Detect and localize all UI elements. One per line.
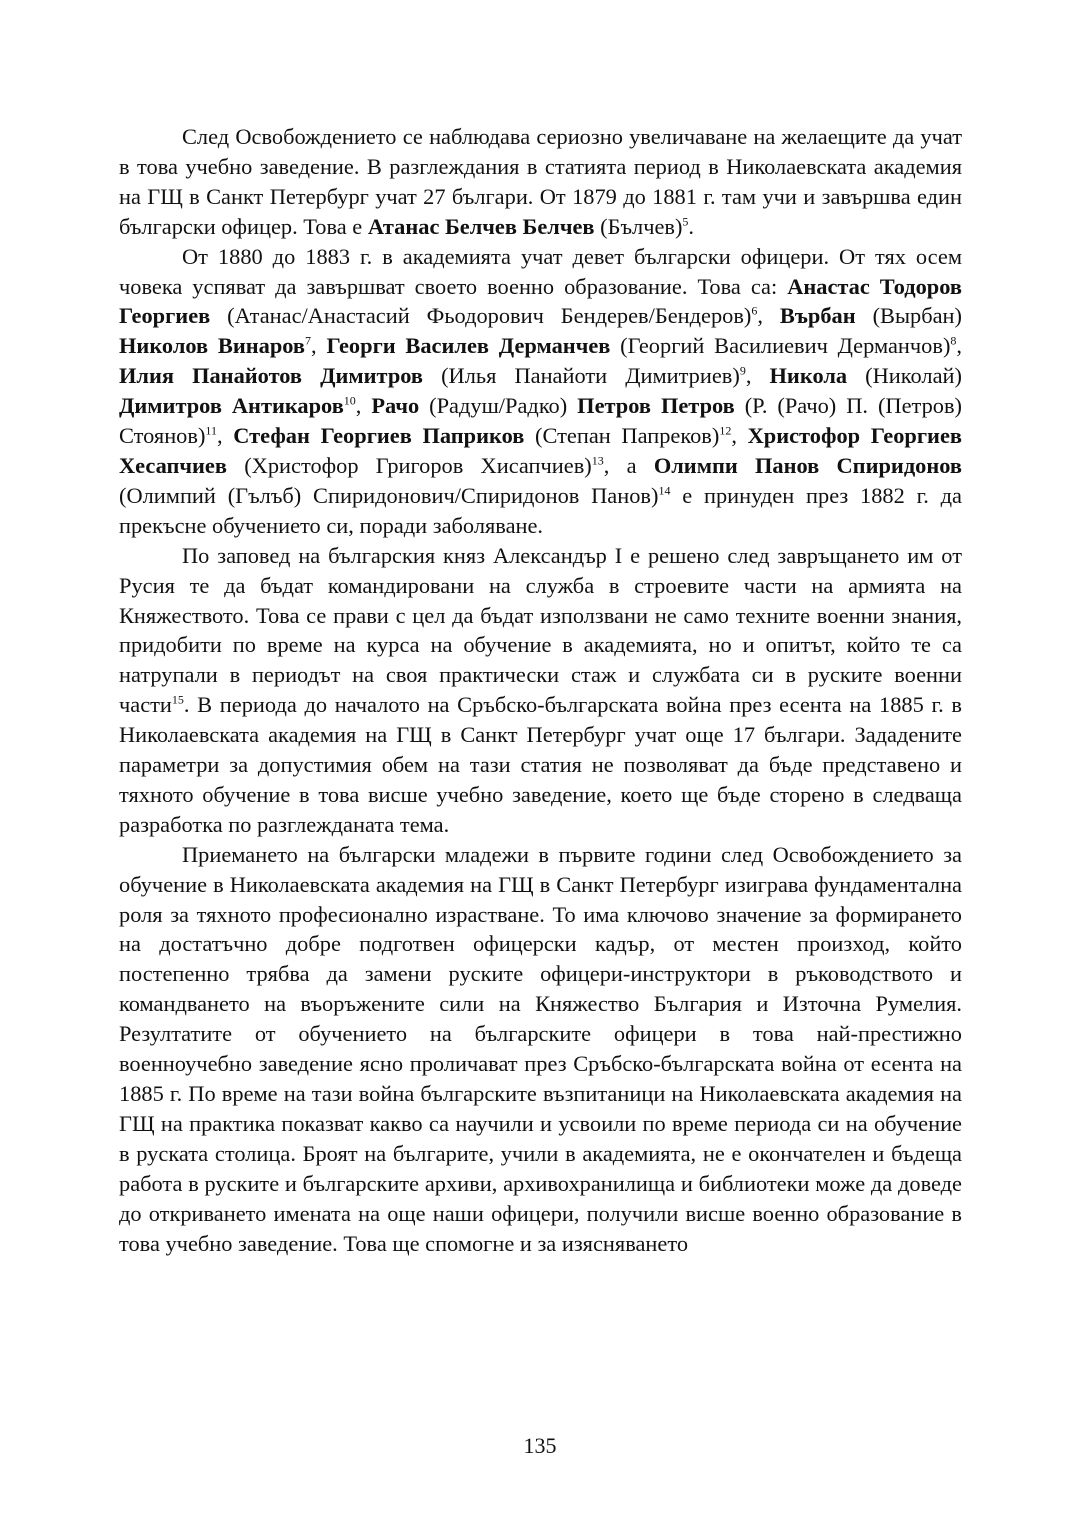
text-run: След Освобождението се наблюдава сериозно увеличаване на желаещите да учат в това учебно заведение. В разглеждания в статията период в Николаевската академия на ГЩ в Санкт Петербург учат 27 българи. От 1879 до 1881 г. там учи и завършва един български офицер. Това е xyxy=(119,124,962,239)
text-run: , xyxy=(757,303,780,329)
document-page xyxy=(119,122,962,1258)
bold-name: Атанас Белчев Белчев xyxy=(367,213,595,239)
bold-name: Николов Винаров xyxy=(119,333,306,359)
text-run: (Атанас/Анастасий Фьодорович Бендерев/Бендеров) xyxy=(210,303,752,329)
footnote-ref: 6 xyxy=(751,303,758,318)
text-run: (Вырбан) xyxy=(855,303,962,329)
bold-name: Рачо xyxy=(371,393,420,419)
text-run: . xyxy=(688,213,695,239)
paragraph-4 xyxy=(119,840,962,1259)
footnote-ref: 12 xyxy=(719,423,732,438)
text-run: , xyxy=(731,423,748,449)
text-run: По заповед на българския княз Александър I е решено след завръщането им от Русия те да бъдат командировани на служба в строевите части на армията на Княжеството. Това се прави с цел да бъдат използвани не само техните военни знания, придобити по време на курса на обучение в академията, но и опитът, който те са натрупали в периодът на своя практически стаж и службата си в руските военни части xyxy=(119,542,962,718)
text-run: е принуден през 1882 г. да прекъсне обучението си, поради заболяване. xyxy=(119,482,962,538)
bold-name: Христофор Георгиев Хесапчиев xyxy=(119,423,962,478)
footnote-ref: 11 xyxy=(205,423,217,438)
bold-name: Георги Василев Дерманчев xyxy=(326,333,611,359)
text-run: , xyxy=(355,393,372,419)
bold-name: Никола xyxy=(769,363,848,389)
text-run: , xyxy=(956,333,963,359)
bold-name: Петров Петров xyxy=(577,393,735,419)
footnote-ref: 10 xyxy=(343,393,356,408)
bold-name: Стефан Георгиев Паприков xyxy=(233,423,525,449)
text-run: , xyxy=(311,333,327,359)
footnote-ref: 15 xyxy=(171,692,184,707)
text-run: (Р. (Рачо) П. (Петров) Стоянов) xyxy=(119,393,962,449)
page-number: 135 xyxy=(523,1433,557,1458)
footnote-ref: 7 xyxy=(305,333,312,348)
text-run: , а xyxy=(603,452,654,478)
paragraph-3 xyxy=(119,541,962,840)
bold-name: Илия Панайотов Димитров xyxy=(119,363,423,389)
text-run: (Олимпий (Гълъб) Спиридонович/Спиридонов Панов) xyxy=(119,482,659,508)
bold-name: Върбан xyxy=(779,303,856,329)
text-run: (Радуш/Радко) xyxy=(419,393,578,419)
bold-name: Анастас Тодоров Георгиев xyxy=(119,273,962,329)
bold-name: Димитров Антикаров xyxy=(119,393,344,419)
bold-name: Олимпи Панов Спиридонов xyxy=(653,452,962,478)
text-run: (Степан Папреков) xyxy=(524,423,720,449)
text-run: (Николай) xyxy=(847,363,962,389)
footnote-ref: 5 xyxy=(682,214,689,229)
paragraph-1 xyxy=(119,122,962,242)
text-run: . В периода до началото на Сръбско-българската война през есента на 1885 г. в Николаевската академия на ГЩ в Санкт Петербург учат още 17 българи. Зададените параметри за допустимия обем на тази статия не позволяват да бъде представено и тяхното обучение в това висше учебно заведение, което ще бъде сторено в следваща разработка по разглежданата тема. xyxy=(119,692,962,837)
text-run: , xyxy=(216,423,234,449)
footnote-ref: 13 xyxy=(591,453,604,468)
footnote-ref: 9 xyxy=(739,363,746,378)
text-run: Приемането на български младежи в първите години след Освобождението за обучение в Николаевската академия на ГЩ в Санкт Петербург изиграва фундаментална роля за тяхното професионално израстване. То има ключово значение за формирането на достатъчно добре подготвен офицерски кадър, от местен произход, който постепенно трябва да замени руските офицери-инструктори в ръководството и командването на въоръжените сили на Княжество България и Източна Румелия. Резултатите от обучението на българските офицери в това най-престижно военноучебно заведение ясно проличават през Сръбско-българската война от есента на 1885 г. По време на тази война българските възпитаници на Николаевската академия на ГЩ на практика показват какво са научили и усвоили по време периода си на обучение в руската столица. Броят на българите, учили в академията, не е окончателен и бъдеща работа в руските и българските архиви, архивохранилища и библиотеки може да доведе до откриването имената на още наши офицери, получили висше военно образование в това учебно заведение. Това ще спомогне и за изясняването xyxy=(119,841,962,1256)
text-run: (Христофор Григоров Хисапчиев) xyxy=(226,452,592,478)
footnote-ref: 8 xyxy=(950,333,957,348)
text-run: (Илья Панайоти Димитриев) xyxy=(423,363,740,389)
footnote-ref: 14 xyxy=(658,483,671,498)
text-run: (Георгий Василиевич Дерманчов) xyxy=(610,333,951,359)
text-run: (Бълчев) xyxy=(594,213,683,239)
text-run: От 1880 до 1883 г. в академията учат девет български офицери. От тях осем човека успяват да завършват своето военно образование. Това са: xyxy=(119,243,962,299)
paragraph-2 xyxy=(119,242,962,541)
text-run: , xyxy=(745,363,770,389)
